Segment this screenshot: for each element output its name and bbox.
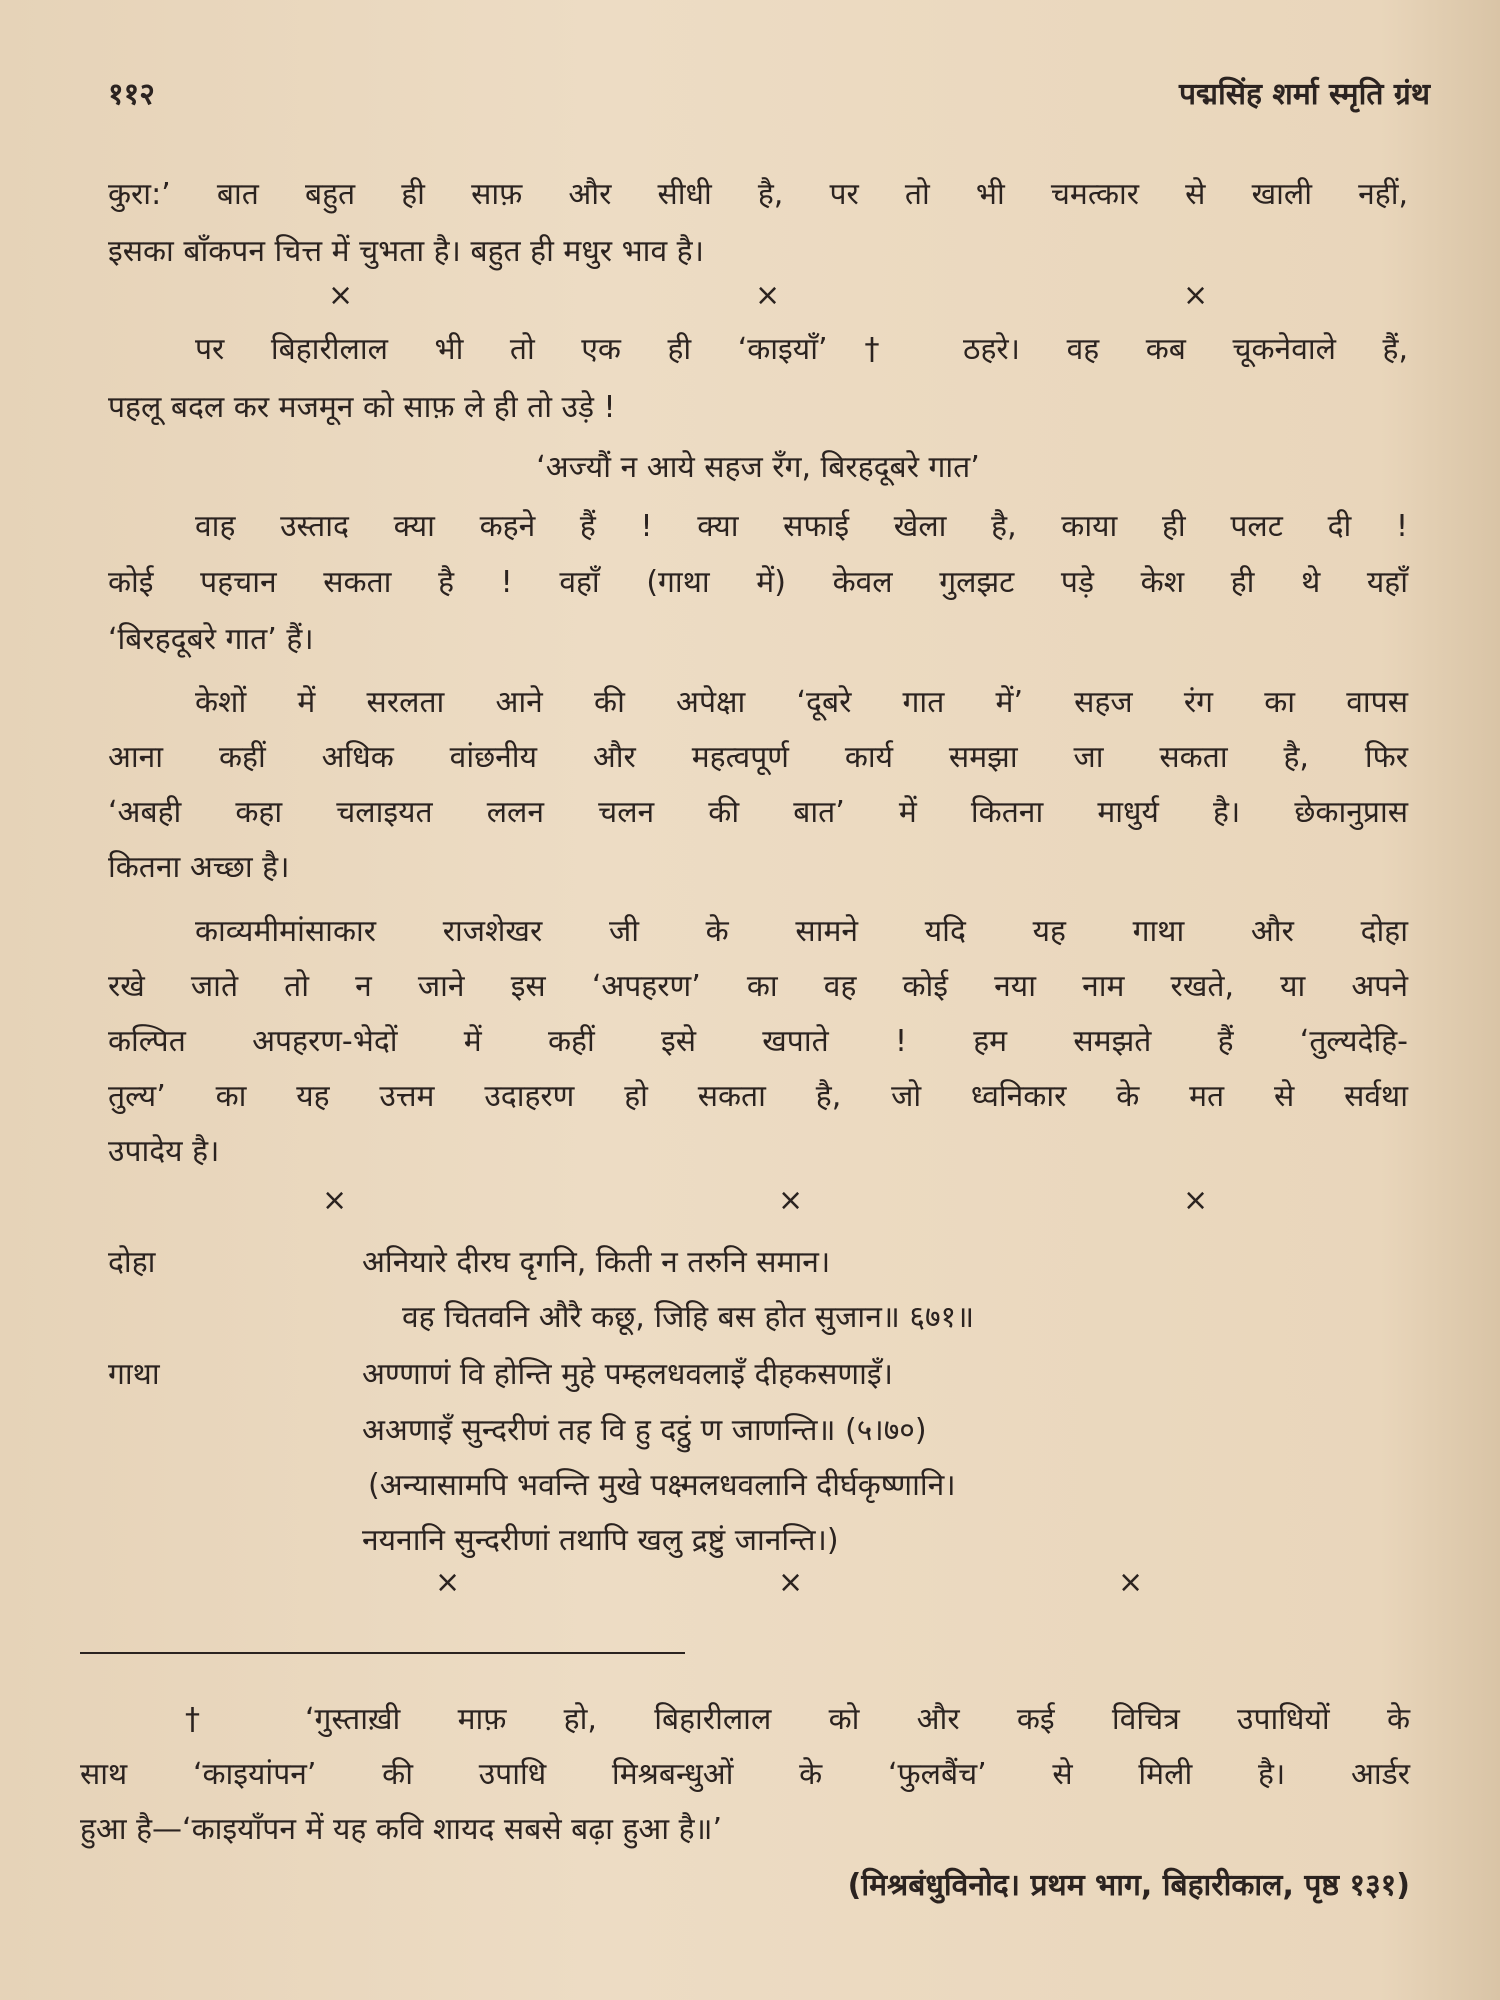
gatha-line: अअणाइँ सुन्दरीणं तह वि हु दट्ठुं ण जाणन्ति॥ (५।७०): [362, 1413, 927, 1448]
page-number: ११२: [108, 77, 155, 112]
separator-mark: ×: [322, 1183, 348, 1218]
footnote-line: हुआ है—‘काइयाँपन में यह कवि शायद सबसे बढ़ा हुआ है॥’: [80, 1812, 723, 1847]
separator-mark: ×: [328, 278, 354, 313]
separator-mark: ×: [1183, 278, 1209, 313]
text-line: वाह उस्ताद क्या कहने हैं ! क्या सफाई खेला है, काया ही पलट दी !: [195, 509, 1408, 544]
quoted-verse: ‘अज्यौं न आये सहज रँग, बिरहदूबरे गात’: [536, 450, 980, 485]
text-line: कल्पित अपहरण-भेदों में कहीं इसे खपाते ! हम समझते हैं ‘तुल्यदेहि-: [108, 1024, 1408, 1059]
text-line: कितना अच्छा है।: [108, 850, 290, 885]
text-line: तुल्य’ का यह उत्तम उदाहरण हो सकता है, जो ध्वनिकार के मत से सर्वथा: [108, 1079, 1408, 1114]
separator-mark: ×: [1118, 1565, 1144, 1600]
text-line: ‘बिरहदूबरे गात’ हैं।: [108, 622, 314, 657]
separator-mark: ×: [435, 1565, 461, 1600]
separator-mark: ×: [755, 278, 781, 313]
footnote-line: † ‘गुस्ताख़ी माफ़ हो, बिहारीलाल को और कई विचित्र उपाधियों के: [185, 1702, 1410, 1737]
text-line: पहलू बदल कर मजमून को साफ़ ले ही तो उड़े !: [108, 390, 616, 425]
doha-line: अनियारे दीरघ दृगनि, किती न तरुनि समान।: [362, 1245, 831, 1280]
doha-line: वह चितवनि औरै कछू, जिहि बस होत सुजान॥ ६७१॥: [402, 1300, 975, 1335]
gatha-line: अण्णाणं वि होन्ति मुहे पम्हलधवलाइँ दीहकसणाइँ।: [362, 1357, 893, 1392]
separator-mark: ×: [778, 1183, 804, 1218]
text-line: रखे जाते तो न जाने इस ‘अपहरण’ का वह कोई नया नाम रखते, या अपने: [108, 969, 1408, 1004]
text-line: कोई पहचान सकता है ! वहाँ (गाथा में) केवल गुलझट पड़े केश ही थे यहाँ: [108, 565, 1408, 600]
text-line: आना कहीं अधिक वांछनीय और महत्वपूर्ण कार्य समझा जा सकता है, फिर: [108, 740, 1408, 775]
text-line: इसका बाँकपन चित्त में चुभता है। बहुत ही मधुर भाव है।: [108, 234, 704, 269]
text-line: कुरा:’ बात बहुत ही साफ़ और सीधी है, पर तो भी चमत्कार से खाली नहीं,: [108, 177, 1408, 212]
text-line: केशों में सरलता आने की अपेक्षा ‘दूबरे गात में’ सहज रंग का वापस: [195, 685, 1408, 720]
running-title: पद्मसिंह शर्मा स्मृति ग्रंथ: [1178, 77, 1430, 112]
gatha-label: गाथा: [108, 1357, 160, 1392]
separator-mark: ×: [1183, 1183, 1209, 1218]
doha-label: दोहा: [108, 1245, 156, 1280]
gatha-line: नयनानि सुन्दरीणां तथापि खलु द्रष्टुं जानन्ति।): [362, 1523, 839, 1558]
footnote-line: साथ ‘काइयांपन’ की उपाधि मिश्रबन्धुओं के ‘फुलबैंच’ से मिली है। आर्डर: [80, 1757, 1410, 1792]
text-line: उपादेय है।: [108, 1134, 220, 1169]
separator-mark: ×: [778, 1565, 804, 1600]
text-line: ‘अबही कहा चलाइयत ललन चलन की बात’ में कितना माधुर्य है। छेकानुप्रास: [108, 795, 1408, 830]
footnote-citation: (मिश्रबंधुविनोद। प्रथम भाग, बिहारीकाल, पृष्ठ १३१): [847, 1868, 1410, 1903]
gatha-line: (अन्यासामपि भवन्ति मुखे पक्ष्मलधवलानि दीर्घकृष्णानि।: [368, 1468, 956, 1503]
footnote-rule: [80, 1652, 685, 1654]
text-line: काव्यमीमांसाकार राजशेखर जी के सामने यदि यह गाथा और दोहा: [195, 914, 1408, 949]
text-line: पर बिहारीलाल भी तो एक ही ‘काइयाँ’† ठहरे। वह कब चूकनेवाले हैं,: [195, 332, 1408, 367]
